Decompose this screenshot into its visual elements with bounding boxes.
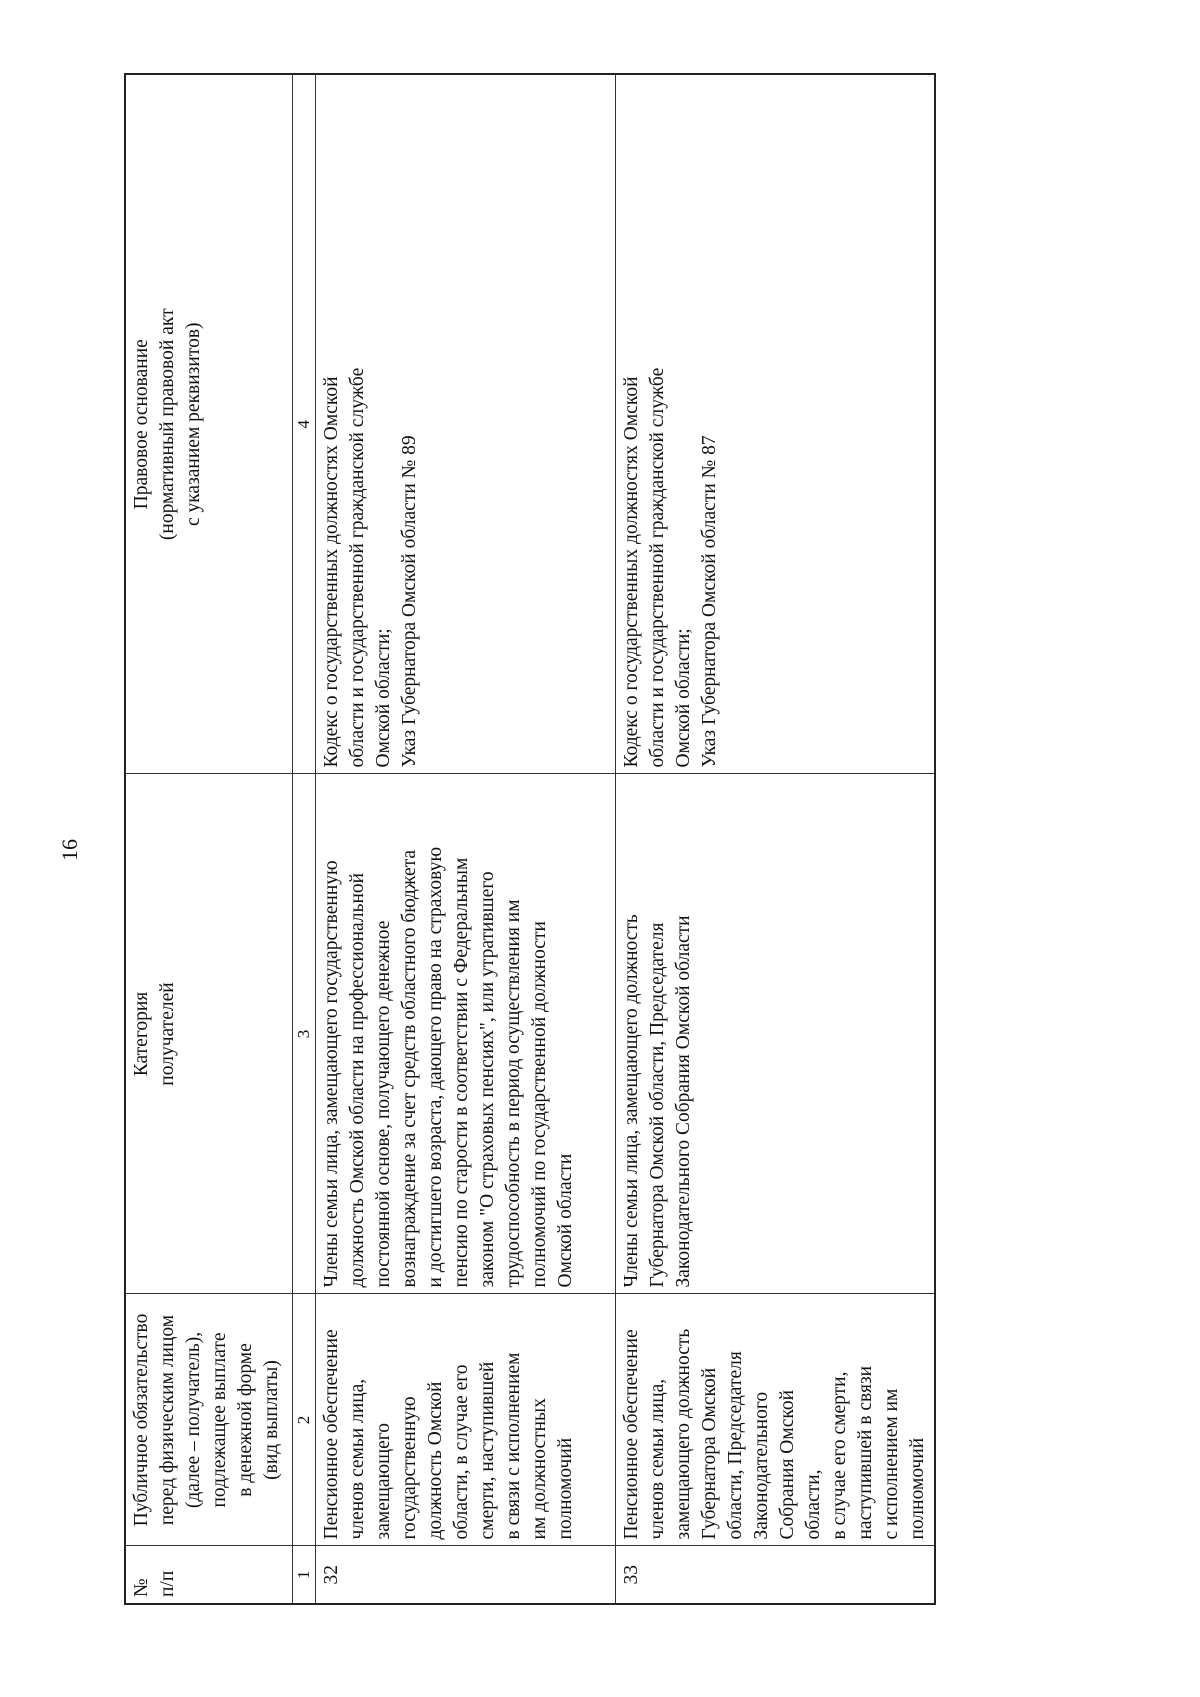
rotated-table-wrapper <box>124 75 936 1605</box>
legal-basis-cell: Кодекс о государственных должностях Омской области и государственной гражданской службе Омской области; Указ Губернатора Омской области № 87 <box>616 74 936 774</box>
header-payment-type: Публичное обязательство перед физическим лицом (далее – получатель), подлежащее выплате в денежной форме (вид выплаты) <box>125 1294 293 1546</box>
header-recipient-category: Категория получателей <box>125 774 293 1294</box>
payment-type-cell: Пенсионное обеспечение членов семьи лица, замещающего государственную должность Омской области, в случае его смерти, наступившей в связи с исполнением им должностных полномочий <box>316 1294 616 1546</box>
row-number: 33 <box>616 1546 936 1604</box>
column-number: 2 <box>293 1294 316 1546</box>
legal-basis-cell: Кодекс о государственных должностях Омской области и государственной гражданской службе Омской области; Указ Губернатора Омской области № 89 <box>316 74 616 774</box>
header-legal-basis: Правовое основание (нормативный правовой акт с указанием реквизитов) <box>125 74 293 774</box>
header-number: № п/п <box>125 1546 293 1604</box>
page-number: 16 <box>57 839 82 861</box>
payment-type-cell: Пенсионное обеспечение членов семьи лица, замещающего должность Губернатора Омской области, Председателя Законодательного Собрания Омской области, в случае его смерти, наступившей в связи с исполнением им полномочий <box>616 1294 936 1546</box>
column-number: 1 <box>293 1546 316 1604</box>
obligations-table <box>124 73 936 1605</box>
column-number: 4 <box>293 74 316 774</box>
recipient-category-cell: Члены семьи лица, замещающего должность Губернатора Омской области, Председателя Законодательного Собрания Омской области <box>616 774 936 1294</box>
table-row <box>616 74 936 1604</box>
table-header-row <box>125 74 293 1604</box>
table-row <box>316 74 616 1604</box>
column-number-row <box>293 74 316 1604</box>
recipient-category-cell: Члены семьи лица, замещающего государственную должность Омской области на профессиональной постоянной основе, получающего денежное вознаграждение за счет средств областного бюджета и достигшего возраста, дающего право на страховую пенсию по старости в соответствии с Федеральным законом "О страховых пенсиях", или утратившего трудоспособность в период осуществления им полномочий по государственной должности Омской области <box>316 774 616 1294</box>
column-number: 3 <box>293 774 316 1294</box>
row-number: 32 <box>316 1546 616 1604</box>
